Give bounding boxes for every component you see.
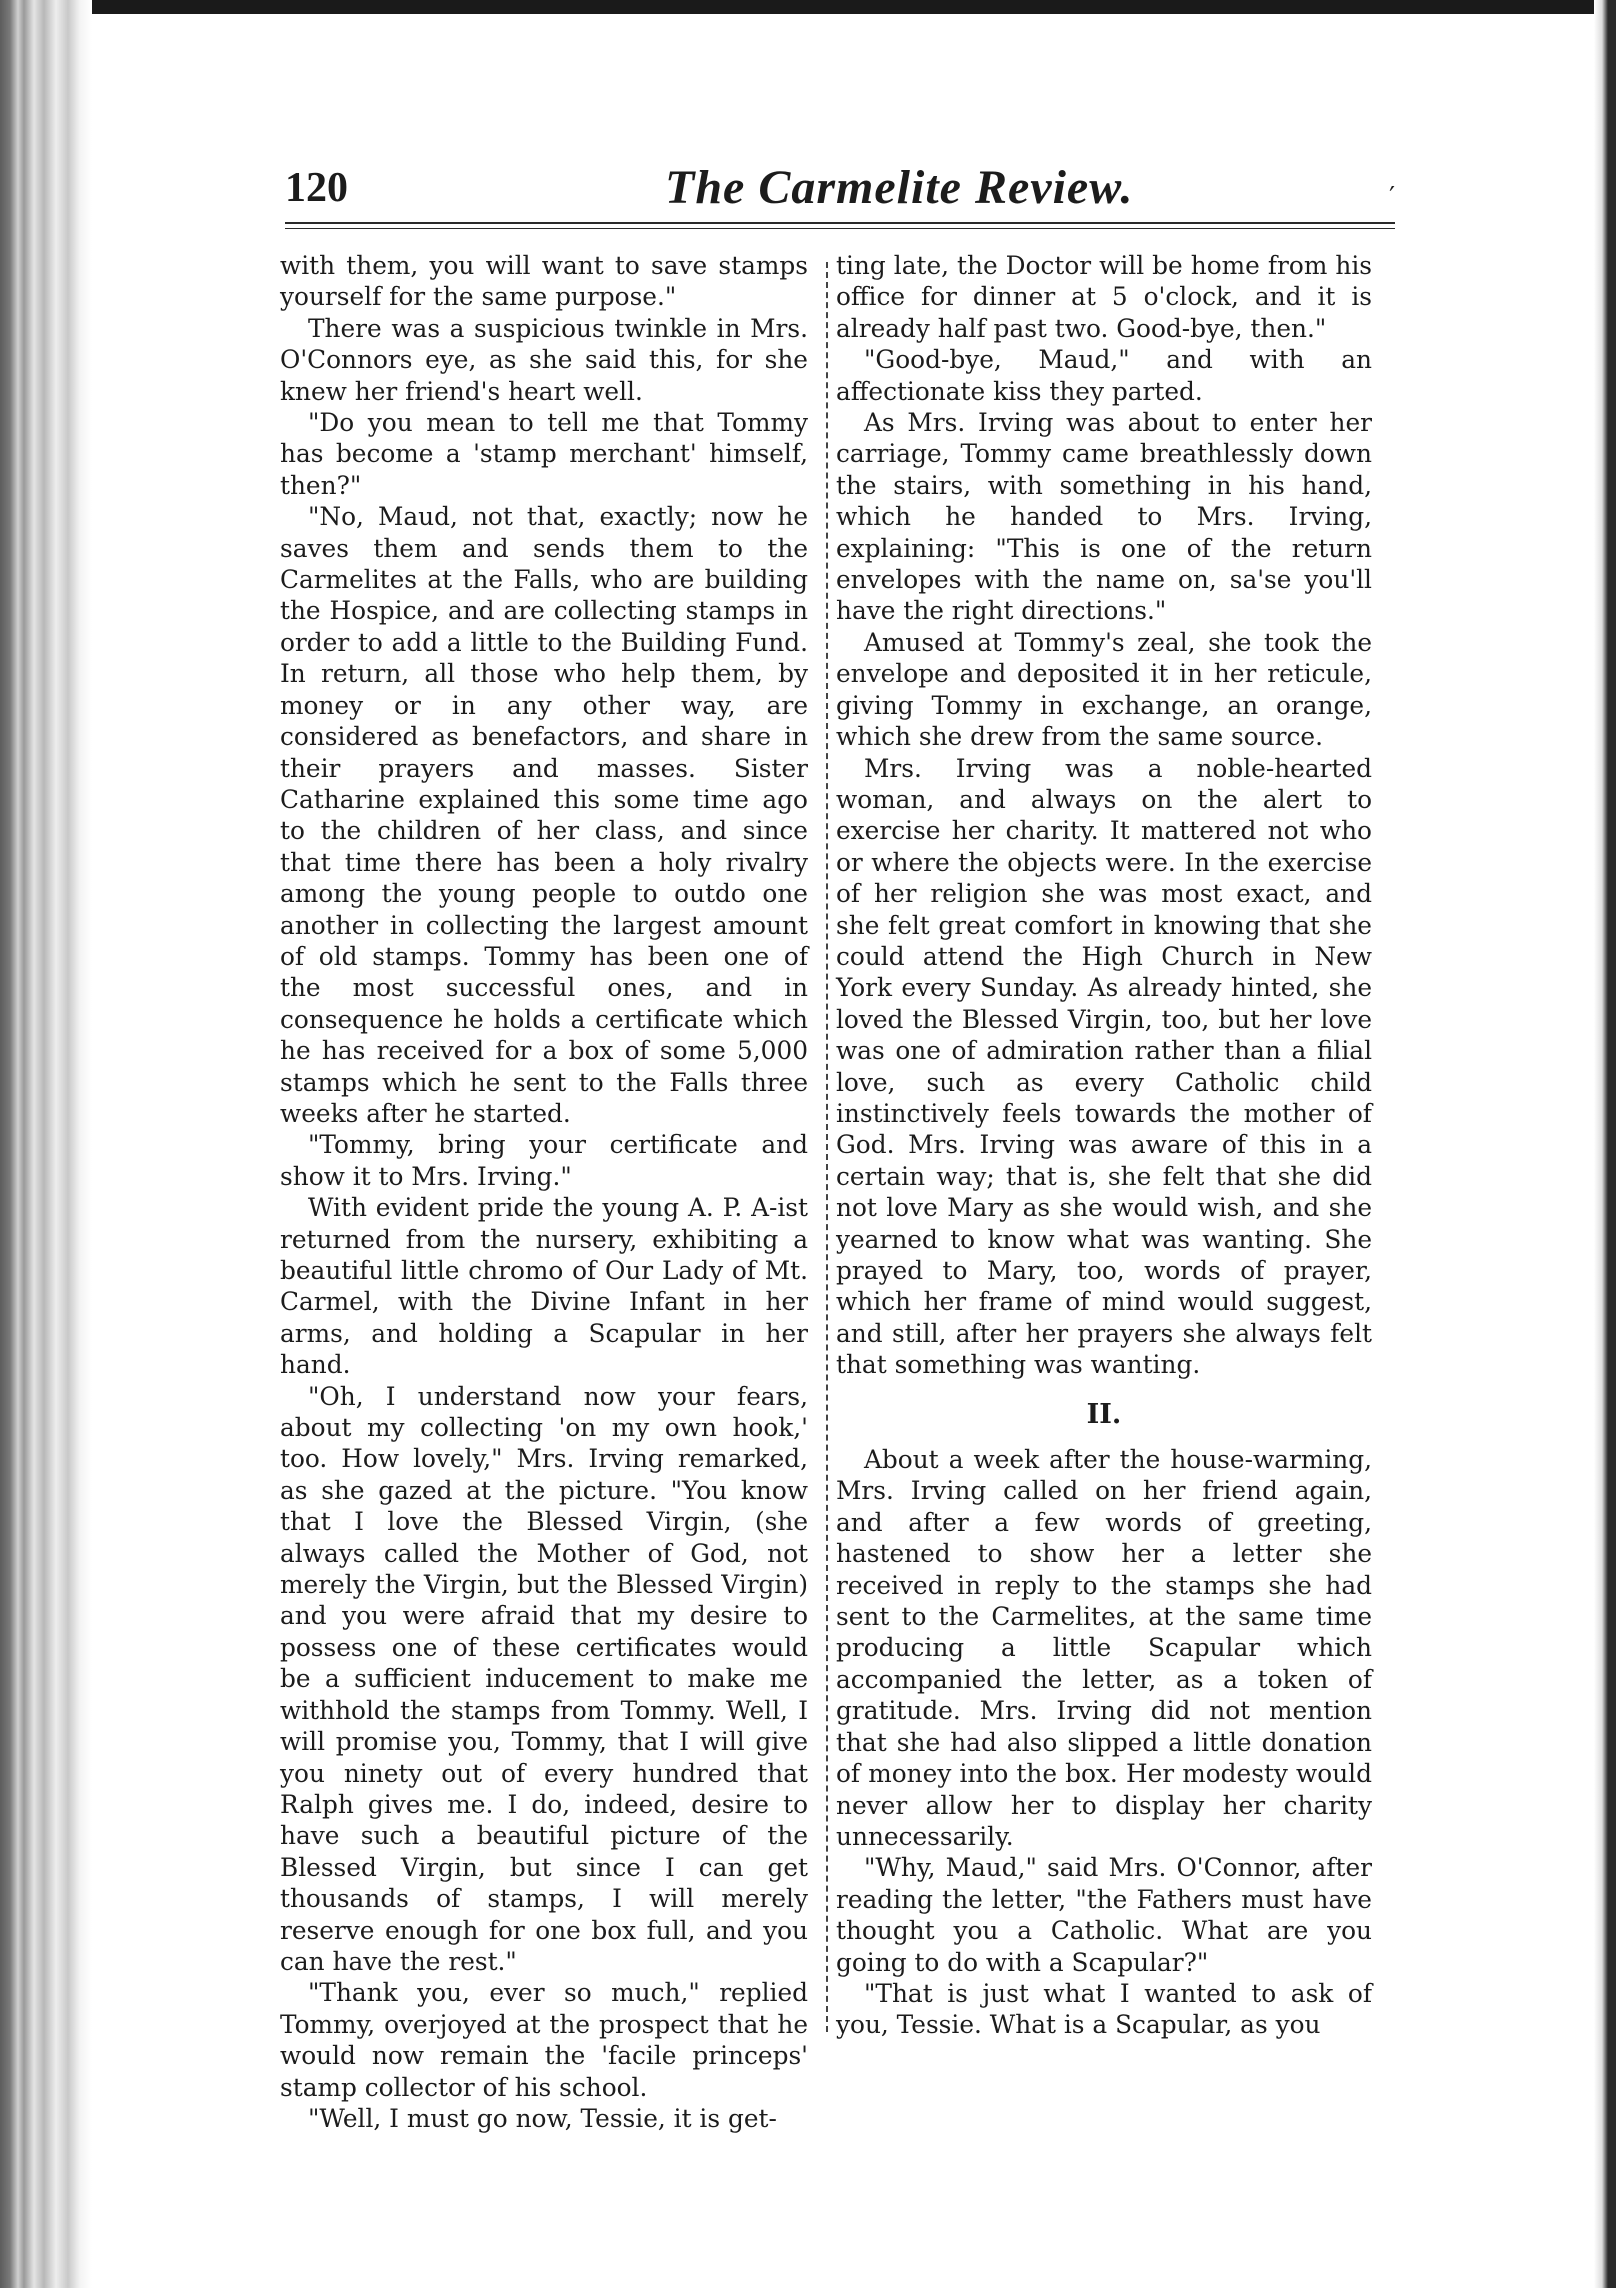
right-column [836,250,1372,2041]
paragraph: "No, Maud, not that, exactly; now he saves them and sends them to the Carmelites at the Falls, who are building the Hospice, and are collecting stamps in order to add a little to the Building Fund. In return, all those who help them, by money or in any other way, are considered as benefactors, and share in their prayers and masses. Sister Catharine explained this some time ago to the children of her class, and since that time there has been a holy rivalry among the young people to outdo one another in collecting the largest amount of old stamps. Tommy has been one of the most successful ones, and in consequence he holds a certificate which he has received for a box of some 5,000 stamps which he sent to the Falls three weeks after he started. [280,502,808,1128]
section-heading: II. [1086,1398,1122,1430]
paragraph: "Do you mean to tell me that Tommy has become a 'stamp merchant' himself, then?" [280,408,808,500]
paragraph: "That is just what I wanted to ask of you, Tessie. What is a Scapular, as you [836,1978,1372,2040]
paragraph: Mrs. Irving was a noble-hearted woman, and always on the alert to exercise her charity. It mattered not who or where the objects were. In the exercise of her religion she was most exact, and she felt great comfort in knowing that she could attend the High Church in New York every Sunday. As already hinted, she loved the Blessed Virgin, too, but her love was one of admiration rather than a filial love, such as every Catholic child instinctively feels towards the mother of God. Mrs. Irving was aware of this in a certain way; that is, she felt that she did not love Mary as she would wish, and she yearned to know what was wanting. She prayed to Mary, too, words of prayer, which her frame of mind would suggest, and still, after her prayers she always felt that something was wanting. [836,753,1372,1380]
column-divider [826,262,828,2032]
paragraph: Amused at Tommy's zeal, she took the envelope and deposited it in her reticule, giving Tommy in exchange, an orange, which she drew from the same source. [836,627,1372,752]
scan-top-edge [0,0,1616,14]
left-column [280,250,808,2134]
paragraph: "Thank you, ever so much," replied Tommy, overjoyed at the prospect that he would now remain the 'facile princeps' stamp collector of his school. [280,1978,808,2102]
page-header [285,160,1395,230]
paragraph: There was a suspicious twinkle in Mrs. O'Connors eye, as she said this, for she knew her friend's heart well. [280,313,808,406]
paragraph: with them, you will want to save stamps yourself for the same purpose." [280,251,808,312]
paragraph: As Mrs. Irving was about to enter her carriage, Tommy came breathlessly down the stairs, with something in his hand, which he handed to Mrs. Irving, explaining: "This is one of the return envelopes with the name on, sa'se you'll have the right directions." [836,408,1372,626]
scan-right-edge [1594,0,1616,2288]
journal-title: The Carmelite Review. [665,161,1134,214]
book-binding-edge [0,0,92,2288]
ink-mark-icon: ′ [1389,182,1395,212]
paragraph: "Well, I must go now, Tessie, it is get- [308,2103,777,2133]
paragraph: About a week after the house-warming, Mrs. Irving called on her friend again, and after a few words of greeting, hastened to show her a letter she received in reply to the stamps she had sent to the Carmelites, at the same time producing a little Scapular which accompanied the letter, as a token of gratitude. Mrs. Irving did not mention that she had also slipped a little donation of money into the box. Her modesty would never allow her to display her charity unnecessarily. [836,1445,1372,1851]
paragraph: With evident pride the young A. P. A-ist returned from the nursery, exhibiting a beautiful little chromo of Our Lady of Mt. Carmel, with the Divine Infant in her arms, and holding a Scapular in her hand. [280,1193,808,1380]
paragraph: "Tommy, bring your certificate and show it to Mrs. Irving." [280,1130,808,1191]
paragraph: "Good-bye, Maud," and with an affectionate kiss they parted. [836,345,1372,406]
paragraph: "Why, Maud," said Mrs. O'Connor, after reading the letter, "the Fathers must have thought you a Catholic. What are you going to do with a Scapular?" [836,1853,1372,1977]
paragraph: "Oh, I understand now your fears, about my collecting 'on my own hook,' too. How lovely," Mrs. Irving remarked, as she gazed at the picture. "You know that I love the Blessed Virgin, (she always called the Mother of God, not merely the Virgin, but the Blessed Virgin) and you were afraid that my desire to possess one of these certificates would be a sufficient inducement to make me withhold the stamps from Tommy. Well, I will promise you, Tommy, that I will give you ninety out of every hundred that Ralph gives me. I do, indeed, desire to have such a beautiful picture of the Blessed Virgin, but since I can get thousands of stamps, I will merely reserve enough for one box full, and you can have the rest." [280,1381,808,1976]
header-rule [285,222,1395,224]
header-rule-thin [285,228,1395,229]
paragraph: ting late, the Doctor will be home from his office for dinner at 5 o'clock, and it is already half past two. Good-bye, then." [836,251,1372,343]
page-number: 120 [285,165,348,211]
